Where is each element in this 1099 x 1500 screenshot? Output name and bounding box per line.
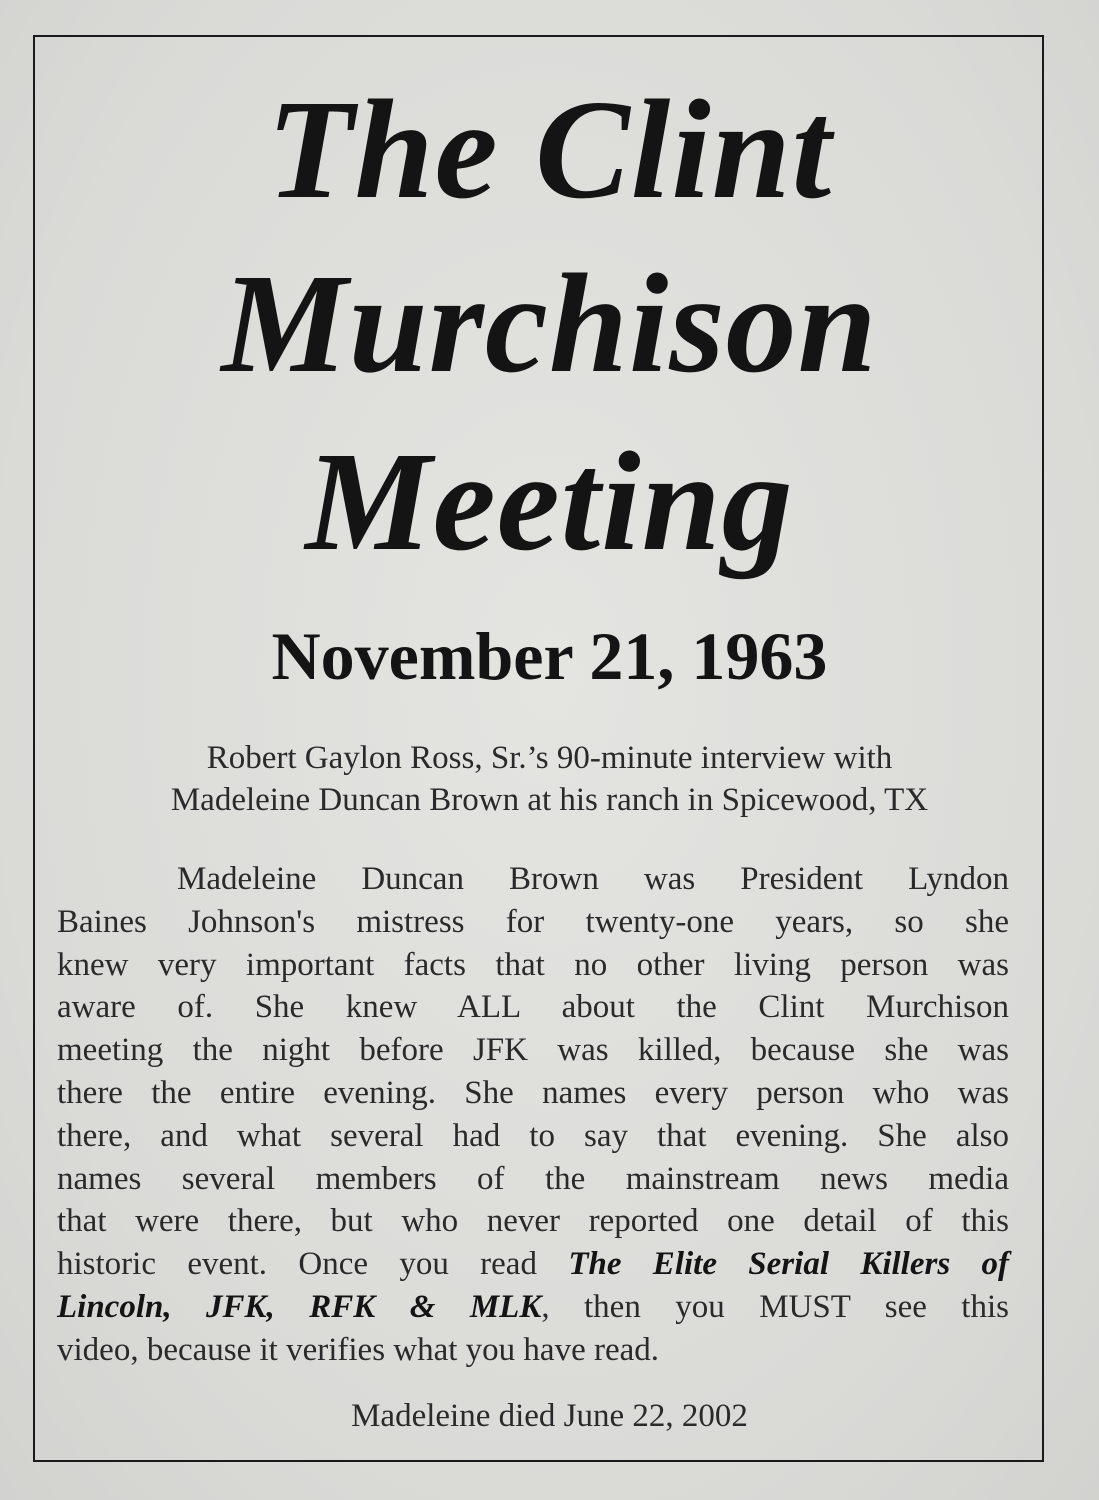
body-line: there the entire evening. She names every person who was	[57, 1074, 1009, 1111]
body-line: aware of. She knew ALL about the Clint Murchison	[57, 989, 1009, 1026]
body-line: Madeleine Duncan Brown was President Lyndon	[177, 861, 1009, 897]
title-line-1: The Clint	[266, 70, 833, 228]
body-line: video, because it verifies what you have read.	[57, 1331, 660, 1368]
body-paragraph	[57, 858, 1009, 1372]
body-text-segment: , then you MUST see this	[541, 1288, 1009, 1325]
body-text-segment: historic event. Once you read	[57, 1246, 569, 1283]
title-line-2: Murchison	[221, 244, 878, 402]
book-title-part-1: The Elite Serial Killers of	[568, 1246, 1010, 1283]
subtitle-line-1: Robert Gaylon Ross, Sr.’s 90-minute interview with	[206, 740, 893, 776]
footer-note: Madeleine died June 22, 2002	[351, 1398, 748, 1434]
subtitle	[0, 737, 1099, 821]
meeting-date: November 21, 1963	[271, 618, 828, 694]
body-line: that were there, but who never reported one detail of this	[57, 1203, 1009, 1240]
book-title-part-2: Lincoln, JFK, RFK & MLK	[57, 1288, 542, 1325]
body-line: meeting the night before JFK was killed, because she was	[57, 1032, 1009, 1069]
title-line-3: Meeting	[305, 422, 794, 580]
body-line	[57, 1286, 1009, 1329]
body-line: knew very important facts that no other living person was	[57, 946, 1009, 983]
subtitle-line-2: Madeleine Duncan Brown at his ranch in Spicewood, TX	[170, 782, 929, 818]
body-line: names several members of the mainstream news media	[57, 1160, 1009, 1197]
body-line: there, and what several had to say that evening. She also	[57, 1117, 1009, 1154]
body-line: Baines Johnson's mistress for twenty-one years, so she	[57, 903, 1009, 940]
body-line	[57, 1243, 1009, 1286]
